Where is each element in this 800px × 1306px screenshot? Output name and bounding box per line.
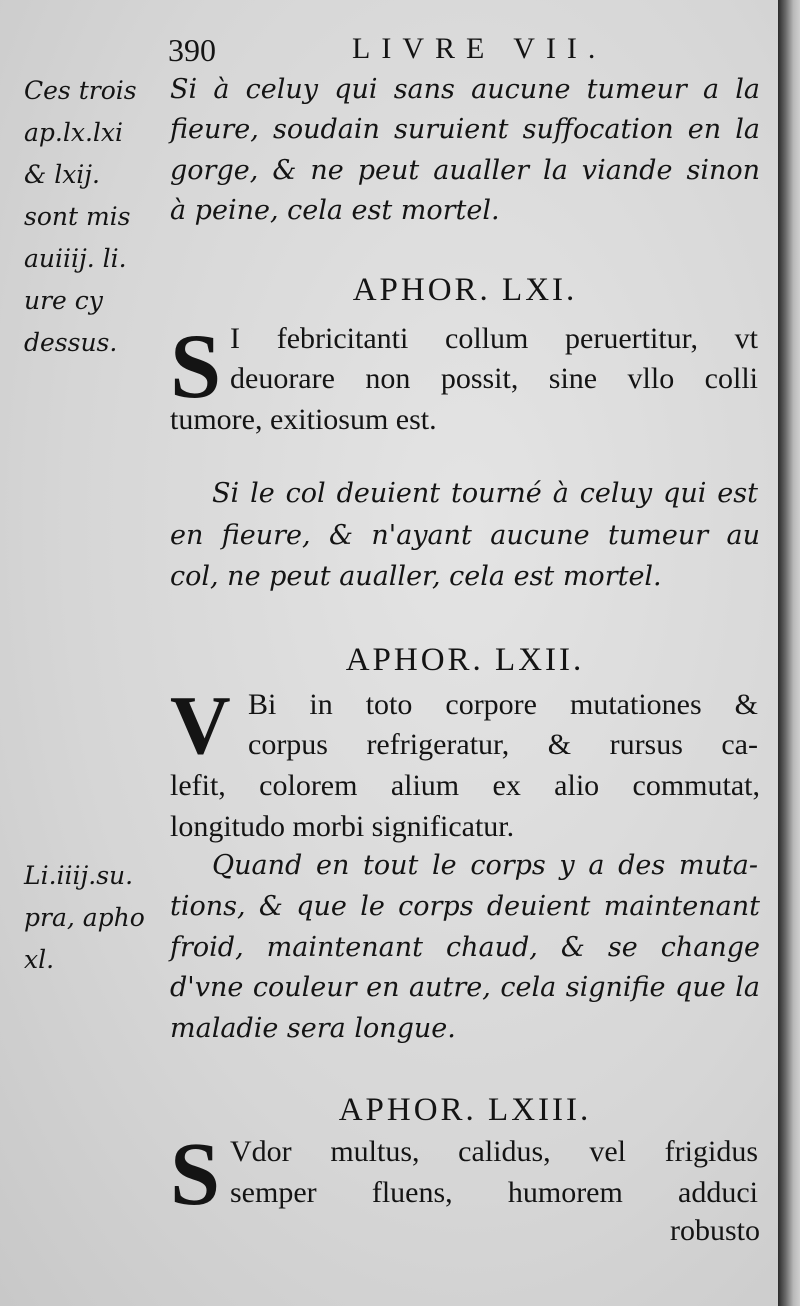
latin-text-line: semper fluens, humorem adduci [230,1176,758,1209]
margin-note-line: ure cy [24,286,103,315]
latin-text-line: Vdor multus, calidus, vel frigidus [230,1135,758,1168]
latin-text-line: corpus refrigeratur, & rursus ca- [248,728,758,761]
running-head: LIVRE VII. [352,32,607,65]
latin-text-line: lefit, colorem alium ex alio commutat, [170,769,760,802]
french-text-line: maladie sera longue. [170,1013,456,1044]
drop-cap: S [170,1125,221,1224]
french-text-line: froid, maintenant chaud, & se change [170,932,760,963]
french-text-line: Si le col deuient tourné à celuy qui est [212,478,758,509]
french-text-line: col, ne peut aualler, cela est mortel. [170,561,662,592]
aphorism-heading: APHOR. LXIII. [338,1092,592,1128]
latin-text-line: longitudo morbi significatur. [170,810,515,843]
margin-note-line: xl. [24,945,55,974]
page-header [0,32,778,72]
latin-text-line: tumore, exitiosum est. [170,403,437,436]
latin-text-line: Bi in toto corpore mutationes & [248,688,758,721]
book-gutter [778,0,800,1306]
french-text-line: à peine, cela est mortel. [170,195,500,226]
drop-cap: S [170,315,222,417]
french-text-line: tions, & que le corps deuient maintenant [170,891,760,922]
french-text-line: Quand en tout le corps y a des muta- [212,850,758,881]
margin-note-line: ap.lx.lxi [24,118,123,147]
catchword: robusto [670,1214,760,1247]
french-text-line: Si à celuy qui sans aucune tumeur a la [170,74,760,105]
margin-note-line: sont mis [24,202,131,231]
aphorism-heading: APHOR. LXII. [345,642,585,678]
margin-note-line: Li.iiij.su. [24,861,134,890]
latin-text-line: deuorare non possit, sine vllo colli [230,362,758,395]
latin-text-line: I febricitanti collum peruertitur, vt [230,322,758,355]
french-text-line: gorge, & ne peut aualler la viande sinon [170,155,760,186]
margin-note-line: Ces trois [24,76,137,105]
page-number: 390 [168,32,216,68]
margin-note-line: pra, apho [24,903,145,932]
margin-note-line: & lxij. [24,160,100,189]
french-text-line: fieure, soudain suruient suffocation en la [170,114,760,145]
drop-cap: V [170,679,231,772]
aphorism-heading: APHOR. LXI. [352,272,578,308]
margin-note [24,70,164,364]
french-text-line: en fieure, & n'ayant aucune tumeur au [170,520,760,551]
margin-note [24,855,164,981]
margin-note-line: dessus. [24,328,118,357]
french-text-line: d'vne couleur en autre, cela signifie que la [170,972,760,1003]
margin-note-line: auiiij. li. [24,244,127,273]
